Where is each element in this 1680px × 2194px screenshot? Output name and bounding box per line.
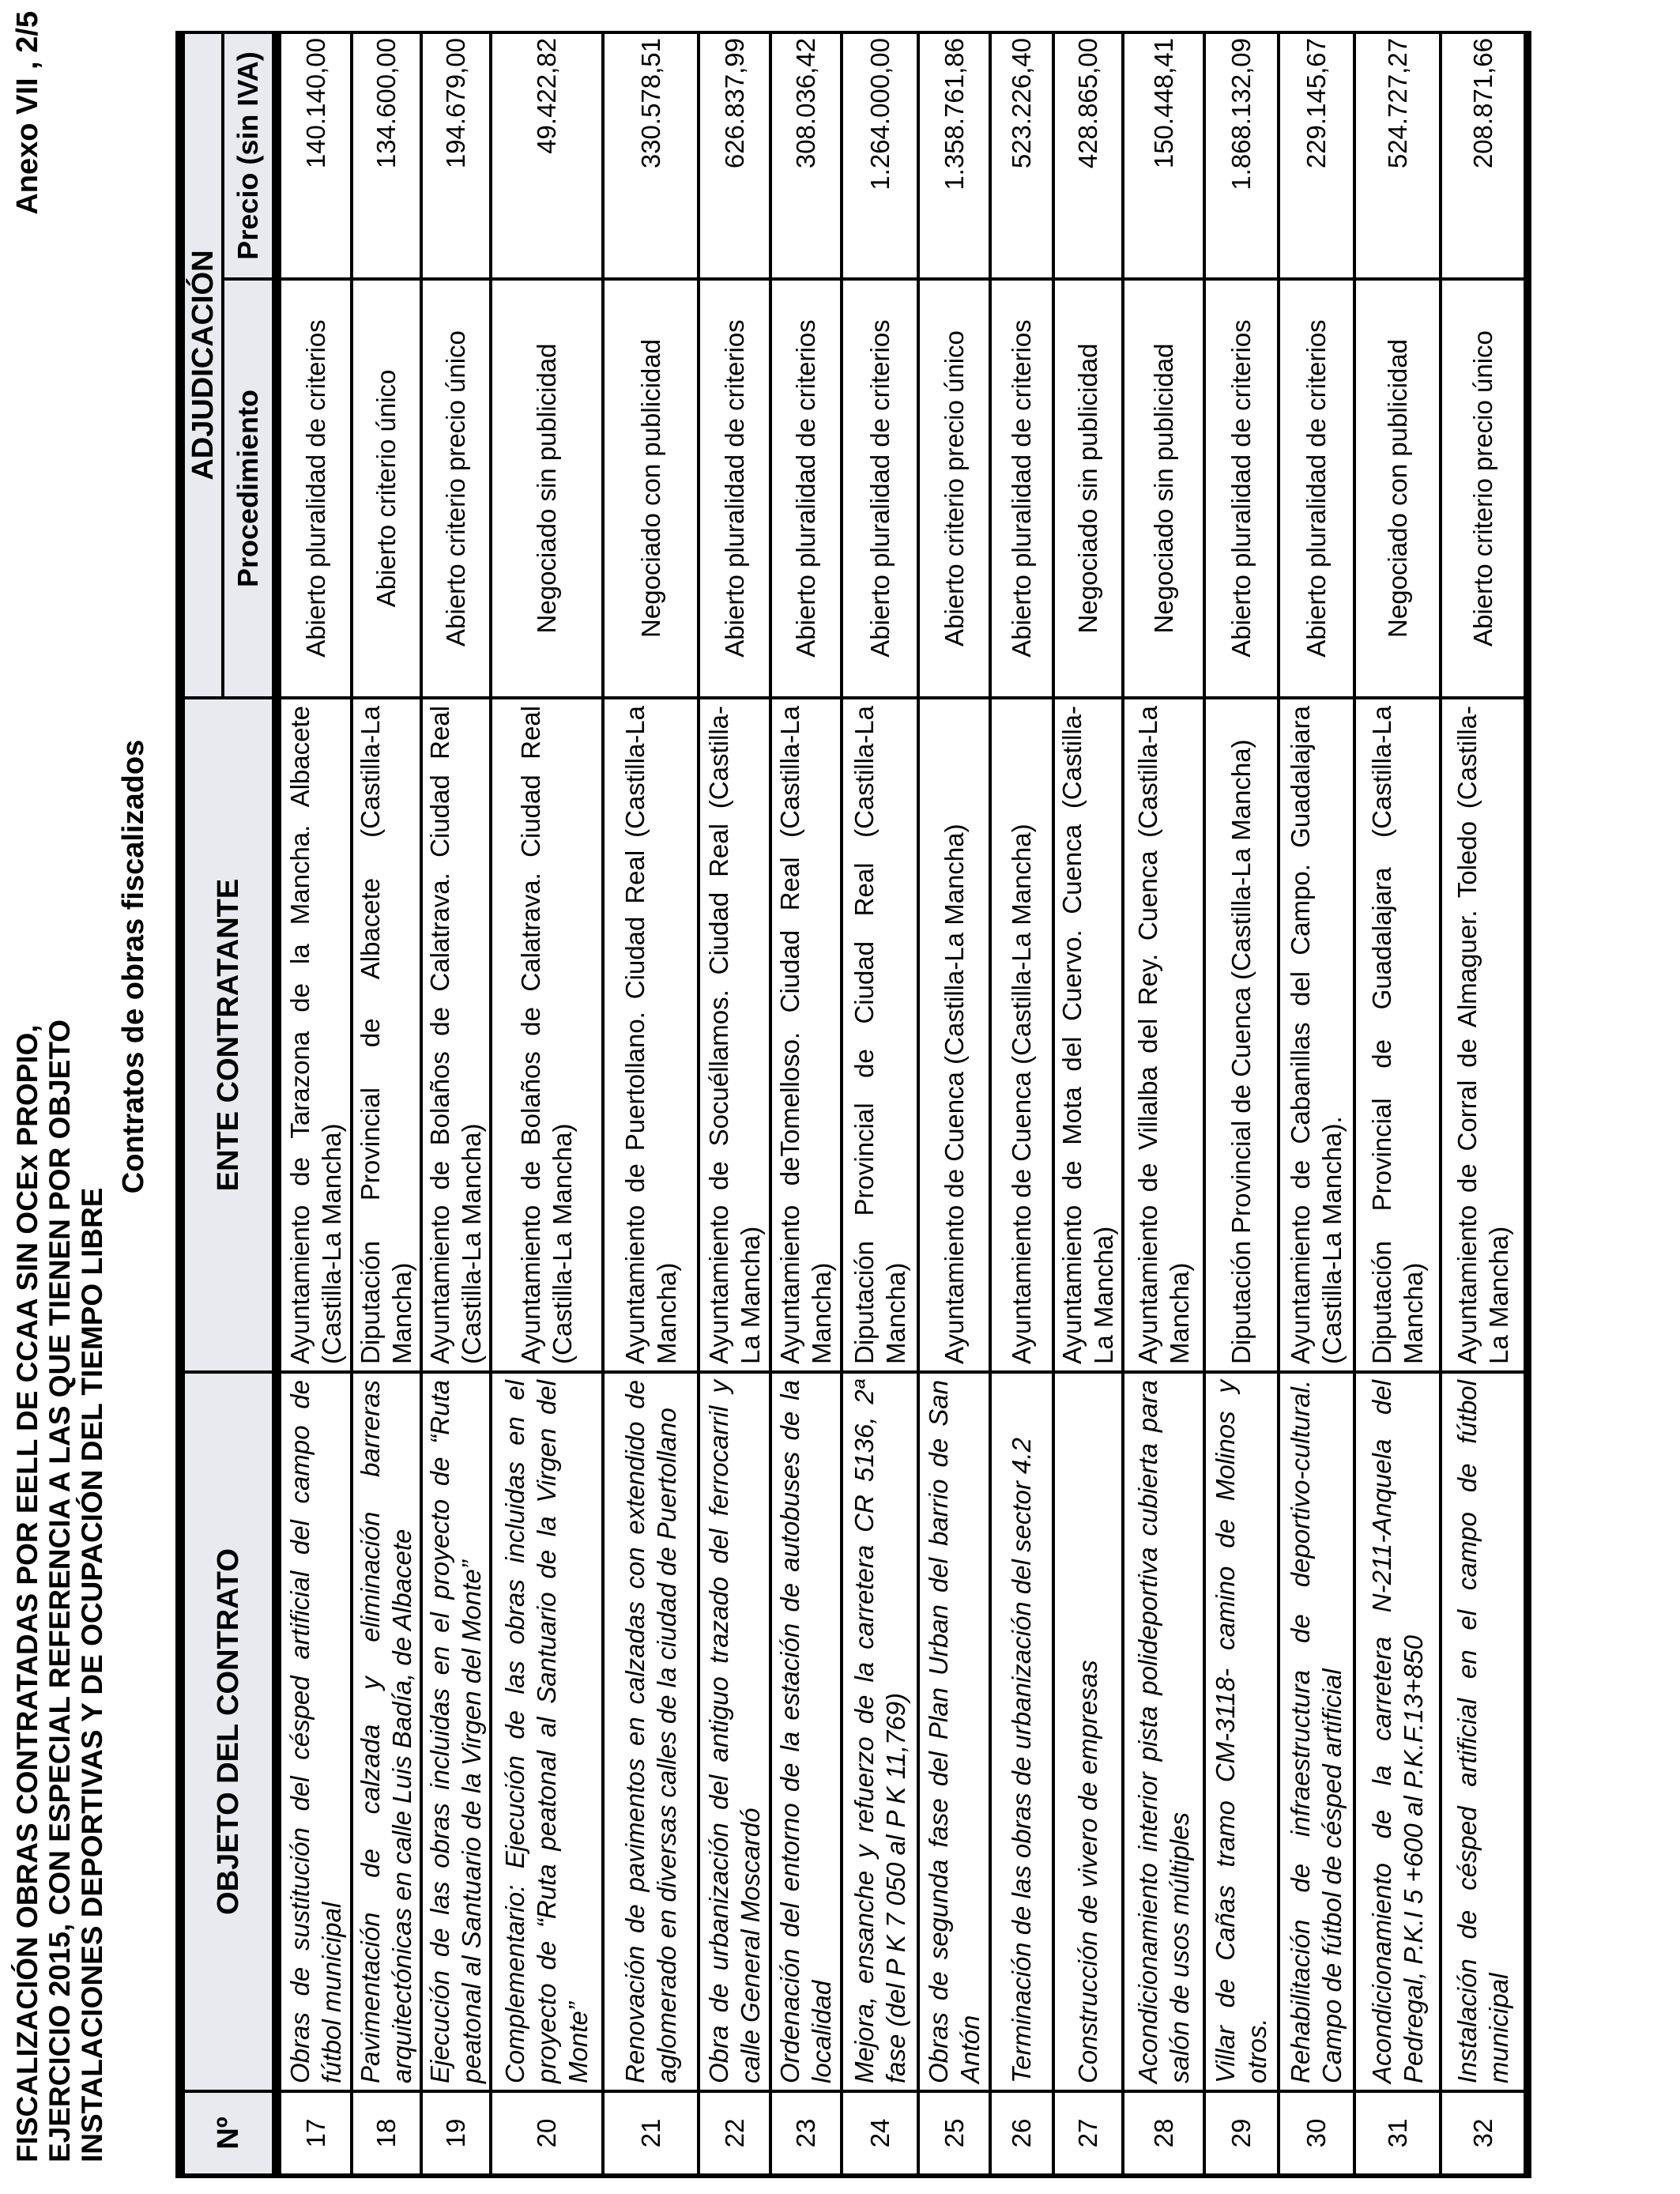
precio-cell: 229.145,67: [1279, 32, 1354, 279]
contracts-table-wrapper: [175, 31, 1531, 2178]
precio-cell: 428.865,00: [1053, 32, 1123, 279]
ente-line: Mancha): [880, 1262, 910, 1364]
objeto-line: Terminación de las obras de urbanización del sector 4.2: [1007, 1438, 1036, 2083]
objeto-cell: [770, 1372, 842, 2091]
col-header-precio: Precio (sin IVA): [223, 32, 277, 279]
ente-line: Ayuntamiento deTomelloso. Ciudad Real (Castilla-La: [775, 706, 804, 1364]
group-header-adjudicacion: ADJUDICACIÓN: [180, 32, 223, 698]
ente-cell: [277, 698, 352, 1372]
report-title-line-1: FISCALIZACIÓN OBRAS CONTRATADAS POR EELL DE CCAA SIN OCEx PROPIO,: [11, 1024, 43, 2162]
precio-cell: 626.837,99: [699, 32, 770, 279]
objeto-line: arquitectónicas en calle Luis Badía, de Albacete: [387, 1529, 416, 2083]
objeto-line: Obra de urbanización del antiguo trazado del ferrocarril y: [703, 1380, 733, 2083]
objeto-line: Ejecución de las obras incluidas en el proyecto de “Ruta: [425, 1380, 454, 2083]
objeto-cell: [1123, 1372, 1204, 2091]
procedimiento-cell: Negociado sin publicidad: [491, 279, 603, 698]
procedimiento-cell: Negociado sin publicidad: [1053, 279, 1123, 698]
row-number-cell: 18: [352, 2091, 421, 2176]
objeto-line: aglomerado en diversas calles de la ciudad de Puertollano: [651, 1408, 681, 2083]
ente-line: Diputación Provincial de Cuenca (Castilla-La Mancha): [1226, 739, 1256, 1364]
report-title-line-2: EJERCICIO 2015, CON ESPECIAL REFERENCIA A LAS QUE TIENEN POR OBJETO: [43, 1019, 76, 2162]
precio-cell: 1.358.761,86: [918, 32, 990, 279]
table-row: [918, 32, 990, 2176]
contracts-table: [175, 31, 1531, 2178]
precio-cell: 330.578,51: [603, 32, 699, 279]
objeto-cell: [1279, 1372, 1354, 2091]
ente-line: La Mancha): [735, 1226, 765, 1364]
annex-page-label: Anexo VII , 2/5: [11, 11, 44, 215]
objeto-line: fase (del P K 7 050 al P K 11,769): [880, 1692, 910, 2083]
ente-line: Ayuntamiento de Villalba del Rey. Cuenca (Castilla-La: [1132, 706, 1162, 1364]
precio-cell: 49.422,82: [491, 32, 603, 279]
row-number-cell: 25: [918, 2091, 990, 2176]
precio-cell: 1.264.000,00: [842, 32, 918, 279]
objeto-line: salón de usos múltiples: [1164, 1811, 1194, 2083]
ente-line: Diputación Provincial de Guadalajara (Castilla-La: [1366, 706, 1396, 1364]
procedimiento-cell: Negociado con publicidad: [1354, 279, 1441, 698]
objeto-cell: [699, 1372, 770, 2091]
objeto-cell: [1053, 1372, 1123, 2091]
objeto-line: Campo de fútbol de césped artificial: [1317, 1668, 1347, 2083]
objeto-line: Renovación de pavimentos en calzadas con extendido de: [620, 1380, 650, 2083]
ente-cell: [770, 698, 842, 1372]
procedimiento-cell: Abierto pluralidad de criterios: [699, 279, 770, 698]
ente-cell: [603, 698, 699, 1372]
objeto-line: localidad: [807, 1980, 836, 2083]
table-row: [421, 32, 491, 2176]
ente-line: (Castilla-La Mancha): [548, 1123, 577, 1364]
ente-line: (Castilla-La Mancha).: [1317, 1116, 1347, 1364]
precio-cell: 150.448,41: [1123, 32, 1204, 279]
objeto-line: Acondicionamiento interior pista polideportiva cubierta para: [1132, 1380, 1162, 2083]
table-row: [1204, 32, 1279, 2176]
precio-cell: 524.727,27: [1354, 32, 1441, 279]
row-number-cell: 29: [1204, 2091, 1279, 2176]
precio-cell: 194.679,00: [421, 32, 491, 279]
ente-cell: [1354, 698, 1441, 1372]
ente-cell: [491, 698, 603, 1372]
objeto-cell: [918, 1372, 990, 2091]
objeto-line: peatonal al Santuario de la Virgen del Monte”: [457, 1560, 486, 2083]
procedimiento-cell: Negociado con publicidad: [603, 279, 699, 698]
ente-cell: [1204, 698, 1279, 1372]
header-row-group: [180, 32, 223, 2176]
objeto-line: otros.: [1242, 2018, 1271, 2083]
objeto-line: Pavimentación de calzada y eliminación barreras: [356, 1380, 385, 2083]
table-row: [1123, 32, 1204, 2176]
objeto-line: Rehabilitación de infraestructura de deportivo-cultural.: [1286, 1380, 1315, 2083]
procedimiento-cell: Abierto pluralidad de criterios: [1279, 279, 1354, 698]
row-number-cell: 26: [990, 2091, 1053, 2176]
objeto-line: Acondicionamiento de la carretera N-211-Anquela del: [1366, 1380, 1396, 2083]
table-row: [1441, 32, 1527, 2176]
row-number-cell: 17: [277, 2091, 352, 2176]
table-row: [491, 32, 603, 2176]
table-row: [699, 32, 770, 2176]
ente-cell: [352, 698, 421, 1372]
objeto-line: Villar de Cañas tramo CM-3118- camino de Molinos y: [1211, 1380, 1240, 2083]
row-number-cell: 32: [1441, 2091, 1527, 2176]
objeto-line: Obras de sustitución del césped artificial del campo de: [284, 1380, 315, 2083]
table-row: [1053, 32, 1123, 2176]
objeto-cell: [1354, 1372, 1441, 2091]
ente-line: Ayuntamiento de Puertollano. Ciudad Real (Castilla-La: [620, 706, 650, 1364]
objeto-cell: [1441, 1372, 1527, 2091]
row-number-cell: 20: [491, 2091, 603, 2176]
col-header-objeto: OBJETO DEL CONTRATO: [180, 1372, 277, 2091]
row-number-cell: 23: [770, 2091, 842, 2176]
objeto-line: Antón: [955, 2015, 985, 2083]
ente-line: Ayuntamiento de Socuéllamos. Ciudad Real (Castilla-: [703, 706, 733, 1364]
table-row: [1279, 32, 1354, 2176]
objeto-line: Complementario: Ejecución de las obras incluidas en el: [500, 1380, 529, 2083]
objeto-line: fútbol municipal: [316, 1902, 346, 2083]
ente-line: Ayuntamiento de Cuenca (Castilla-La Mancha): [939, 824, 969, 1364]
ente-cell: [1279, 698, 1354, 1372]
ente-line: Ayuntamiento de Cabanillas del Campo. Guadalajara: [1286, 706, 1315, 1364]
table-caption: Contratos de obras fiscalizados: [117, 739, 150, 1194]
ente-line: Ayuntamiento de Tarazona de la Mancha. Albacete: [284, 706, 315, 1364]
objeto-cell: [1204, 1372, 1279, 2091]
objeto-cell: [421, 1372, 491, 2091]
objeto-cell: [277, 1372, 352, 2091]
table-row: [1354, 32, 1441, 2176]
objeto-line: municipal: [1483, 1973, 1513, 2083]
ente-line: Ayuntamiento de Mota del Cuervo. Cuenca (Castilla-: [1057, 706, 1087, 1364]
ente-cell: [842, 698, 918, 1372]
col-header-num: Nº: [180, 2091, 277, 2176]
row-number-cell: 31: [1354, 2091, 1441, 2176]
row-number-cell: 22: [699, 2091, 770, 2176]
ente-line: Ayuntamiento de Bolaños de Calatrava. Ciudad Real: [516, 706, 545, 1364]
ente-cell: [1123, 698, 1204, 1372]
ente-cell: [1441, 698, 1527, 1372]
ente-line: Diputación Provincial de Ciudad Real (Castilla-La: [849, 706, 879, 1364]
objeto-line: calle General Moscardó: [735, 1808, 765, 2083]
objeto-line: Monte”: [563, 2002, 593, 2083]
ente-line: La Mancha): [1483, 1226, 1513, 1364]
precio-cell: 523.226,40: [990, 32, 1053, 279]
precio-cell: 140.140,00: [277, 32, 352, 279]
row-number-cell: 21: [603, 2091, 699, 2176]
table-row: [277, 32, 352, 2176]
procedimiento-cell: Abierto pluralidad de criterios: [842, 279, 918, 698]
precio-cell: 134.600,00: [352, 32, 421, 279]
table-row: [352, 32, 421, 2176]
ente-line: Mancha): [1164, 1262, 1194, 1364]
row-number-cell: 19: [421, 2091, 491, 2176]
ente-line: Diputación Provincial de Albacete (Castilla-La: [356, 706, 385, 1364]
precio-cell: 308.036,42: [770, 32, 842, 279]
objeto-line: Ordenación del entorno de la estación de autobuses de la: [775, 1380, 804, 2083]
row-number-cell: 24: [842, 2091, 918, 2176]
ente-cell: [421, 698, 491, 1372]
objeto-cell: [603, 1372, 699, 2091]
table-body: [277, 32, 1527, 2176]
objeto-cell: [352, 1372, 421, 2091]
procedimiento-cell: Abierto criterio único: [352, 279, 421, 698]
ente-cell: [699, 698, 770, 1372]
table-row: [603, 32, 699, 2176]
col-header-ente: ENTE CONTRATANTE: [180, 698, 277, 1372]
objeto-cell: [491, 1372, 603, 2091]
report-title: [11, 1020, 108, 2162]
ente-cell: [1053, 698, 1123, 1372]
procedimiento-cell: Abierto pluralidad de criterios: [990, 279, 1053, 698]
objeto-line: Instalación de césped artificial en el campo de fútbol: [1452, 1380, 1482, 2083]
objeto-line: Construcción de vivero de empresas: [1073, 1660, 1102, 2083]
procedimiento-cell: Abierto criterio precio único: [918, 279, 990, 698]
ente-line: Mancha): [387, 1262, 416, 1364]
table-row: [770, 32, 842, 2176]
row-number-cell: 27: [1053, 2091, 1123, 2176]
objeto-line: Obras de segunda fase del Plan Urban del barrio de San: [923, 1380, 953, 2083]
ente-line: Ayuntamiento de Cuenca (Castilla-La Mancha): [1007, 824, 1036, 1364]
col-header-procedimiento: Procedimiento: [223, 279, 277, 698]
ente-line: La Mancha): [1089, 1226, 1118, 1364]
procedimiento-cell: Abierto criterio precio único: [421, 279, 491, 698]
ente-line: Ayuntamiento de Corral de Almaguer. Toledo (Castilla-: [1452, 706, 1482, 1364]
objeto-cell: [990, 1372, 1053, 2091]
objeto-line: Pedregal, P.K.I 5 +600 al P.K.F.13+850: [1398, 1635, 1428, 2083]
procedimiento-cell: Abierto pluralidad de criterios: [770, 279, 842, 698]
objeto-line: proyecto de “Ruta peatonal al Santuario de la Virgen del: [532, 1380, 561, 2083]
table-row: [842, 32, 918, 2176]
ente-line: Mancha): [807, 1262, 836, 1364]
precio-cell: 208.871,66: [1441, 32, 1527, 279]
ente-line: (Castilla-La Mancha): [316, 1123, 346, 1364]
ente-line: Ayuntamiento de Bolaños de Calatrava. Ciudad Real: [425, 706, 454, 1364]
objeto-cell: [842, 1372, 918, 2091]
row-number-cell: 30: [1279, 2091, 1354, 2176]
procedimiento-cell: Abierto pluralidad de criterios: [1204, 279, 1279, 698]
procedimiento-cell: Abierto criterio precio único: [1441, 279, 1527, 698]
report-title-line-3: INSTALACIONES DEPORTIVAS Y DE OCUPACIÓN DEL TIEMPO LIBRE: [76, 1187, 108, 2162]
precio-cell: 1.868.132,09: [1204, 32, 1279, 279]
objeto-line: Mejora, ensanche y refuerzo de la carretera CR 5136, 2ª: [849, 1380, 879, 2083]
procedimiento-cell: Negociado sin publicidad: [1123, 279, 1204, 698]
ente-cell: [990, 698, 1053, 1372]
ente-cell: [918, 698, 990, 1372]
ente-line: Mancha): [651, 1262, 681, 1364]
procedimiento-cell: Abierto pluralidad de criterios: [277, 279, 352, 698]
ente-line: Mancha): [1398, 1262, 1428, 1364]
row-number-cell: 28: [1123, 2091, 1204, 2176]
table-row: [990, 32, 1053, 2176]
ente-line: (Castilla-La Mancha): [457, 1123, 486, 1364]
